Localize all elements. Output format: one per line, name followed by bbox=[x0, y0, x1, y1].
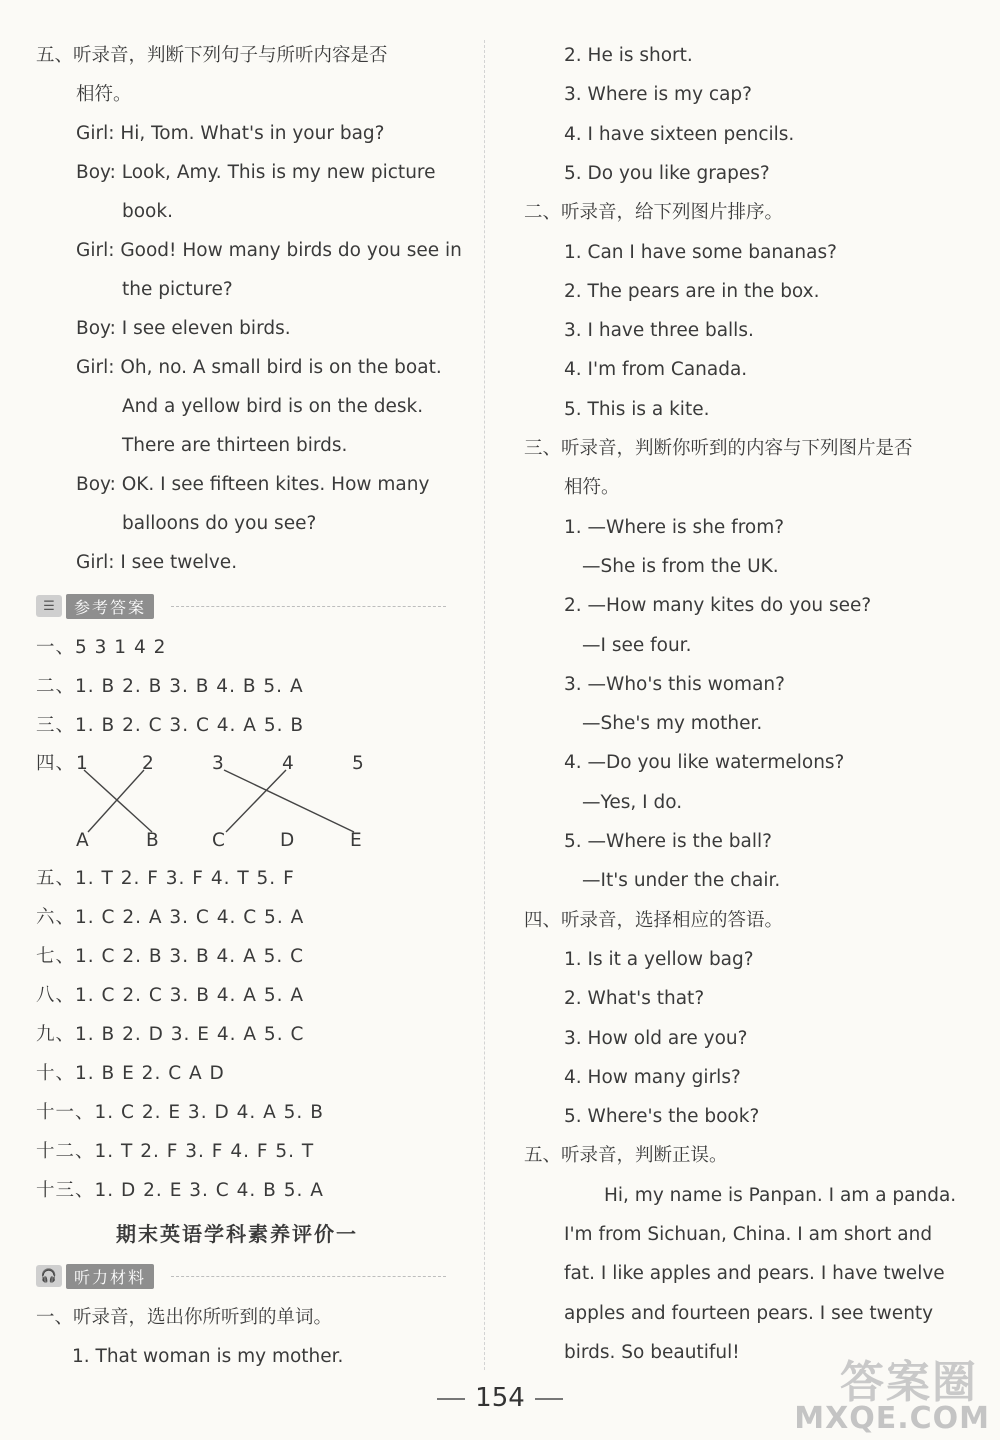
answer-line: 六、1. C 2. A 3. C 4. C 5. A bbox=[36, 907, 305, 928]
right-text-line: 2. —How many kites do you see? bbox=[564, 595, 872, 616]
match-line bbox=[226, 770, 286, 832]
section-1-title: 一、听录音，选出你所听到的单词。 bbox=[36, 1307, 333, 1328]
exam-title: 期末英语学科素养评价一 bbox=[116, 1222, 358, 1246]
right-text-line: 4. How many girls? bbox=[564, 1067, 741, 1088]
right-text-line: 2. He is short. bbox=[564, 45, 693, 66]
answer-line: 五、1. T 2. F 3. F 4. T 5. F bbox=[36, 868, 295, 889]
right-text-line: 2. What's that? bbox=[564, 988, 705, 1009]
right-text-line: —I see four. bbox=[582, 635, 692, 656]
answer-line: 七、1. C 2. B 3. B 4. A 5. C bbox=[36, 946, 305, 967]
match-bottom-d: D bbox=[280, 830, 296, 851]
right-text-line: —It's under the chair. bbox=[582, 870, 781, 891]
right-text-line: 1. Is it a yellow bag? bbox=[564, 949, 754, 970]
answer-line: 十、1. B E 2. C A D bbox=[36, 1063, 225, 1084]
dialogue-line: Girl: I see twelve. bbox=[76, 552, 238, 573]
right-text-line: —She is from the UK. bbox=[582, 556, 779, 577]
match-line bbox=[84, 770, 152, 832]
right-text-line: —Yes, I do. bbox=[582, 792, 683, 813]
answer-key-label: 参考答案 bbox=[66, 594, 154, 619]
match-top-1: 1 bbox=[76, 753, 89, 774]
section-5-title-cont: 相符。 bbox=[76, 84, 132, 105]
right-text-line: 5. Where's the book? bbox=[564, 1106, 760, 1127]
matching-label: 四、 bbox=[36, 753, 76, 774]
answer-line: 十三、1. D 2. E 3. C 4. B 5. A bbox=[36, 1180, 324, 1201]
match-bottom-b: B bbox=[146, 830, 160, 851]
match-top-5: 5 bbox=[352, 753, 365, 774]
dialogue-line: the picture? bbox=[122, 279, 233, 300]
match-bottom-e: E bbox=[350, 830, 363, 851]
right-text-line: 3. I have three balls. bbox=[564, 320, 754, 341]
answer-line: 八、1. C 2. C 3. B 4. A 5. A bbox=[36, 985, 305, 1006]
answer-line: 一、5 3 1 4 2 bbox=[36, 637, 167, 658]
answer-key-badge bbox=[36, 594, 154, 618]
dialogue-line: Girl: Oh, no. A small bird is on the boat. bbox=[76, 357, 442, 378]
right-text-line: 五、听录音，判断正误。 bbox=[524, 1145, 728, 1166]
listening-material-badge bbox=[36, 1264, 154, 1288]
page-number-text: 154 bbox=[475, 1383, 525, 1413]
headphones-icon: 🎧 bbox=[36, 1265, 62, 1287]
answer-line: 十二、1. T 2. F 3. F 4. F 5. T bbox=[36, 1141, 315, 1162]
column-divider bbox=[484, 40, 485, 1370]
right-text-line: 四、听录音，选择相应的答语。 bbox=[524, 910, 784, 931]
right-text-line: 1. —Where is she from? bbox=[564, 517, 785, 538]
dialogue-line: balloons do you see? bbox=[122, 513, 317, 534]
right-text-line: —She's my mother. bbox=[582, 713, 763, 734]
right-text-line: fat. I like apples and pears. I have twelve bbox=[564, 1263, 945, 1284]
watermark-logo bbox=[794, 1346, 990, 1436]
right-text-line: apples and fourteen pears. I see twenty bbox=[564, 1303, 934, 1324]
match-line bbox=[224, 770, 354, 832]
list-icon: ☰ bbox=[36, 595, 62, 617]
right-text-line: 3. How old are you? bbox=[564, 1028, 748, 1049]
badge-rule bbox=[171, 1276, 446, 1277]
match-line bbox=[88, 770, 144, 832]
dialogue-line: Boy: OK. I see fifteen kites. How many bbox=[76, 474, 430, 495]
dialogue-line: There are thirteen birds. bbox=[122, 435, 348, 456]
right-text-line: 5. —Where is the ball? bbox=[564, 831, 772, 852]
dialogue-line: Boy: I see eleven birds. bbox=[76, 318, 291, 339]
badge-rule bbox=[171, 606, 446, 607]
right-text-line: 3. Where is my cap? bbox=[564, 84, 752, 105]
dialogue-line: Girl: Hi, Tom. What's in your bag? bbox=[76, 123, 385, 144]
answer-line: 十一、1. C 2. E 3. D 4. A 5. B bbox=[36, 1102, 324, 1123]
section-1-item: 1. That woman is my mother. bbox=[72, 1346, 344, 1367]
right-text-line: 5. This is a kite. bbox=[564, 399, 710, 420]
dialogue-line: Girl: Good! How many birds do you see in bbox=[76, 240, 462, 261]
answer-line: 二、1. B 2. B 3. B 4. B 5. A bbox=[36, 676, 304, 697]
watermark-line1: 答案圈 bbox=[840, 1357, 978, 1408]
listening-material-label: 听力材料 bbox=[66, 1264, 154, 1289]
match-top-2: 2 bbox=[142, 753, 155, 774]
match-top-3: 3 bbox=[212, 753, 225, 774]
section-5-title: 五、听录音，判断下列句子与所听内容是否 bbox=[36, 45, 388, 66]
right-text-line: 4. —Do you like watermelons? bbox=[564, 752, 845, 773]
right-text-line: 2. The pears are in the box. bbox=[564, 281, 820, 302]
watermark-line2: MXQE.COM bbox=[794, 1401, 990, 1436]
match-top-4: 4 bbox=[282, 753, 295, 774]
right-text-line: 1. Can I have some bananas? bbox=[564, 242, 837, 263]
answer-line: 九、1. B 2. D 3. E 4. A 5. C bbox=[36, 1024, 305, 1045]
right-text-line: 4. I have sixteen pencils. bbox=[564, 124, 795, 145]
right-text-line: birds. So beautiful! bbox=[564, 1342, 740, 1363]
dialogue-line: book. bbox=[122, 201, 173, 222]
right-text-line: 3. —Who's this woman? bbox=[564, 674, 785, 695]
dialogue-line: Boy: Look, Amy. This is my new picture bbox=[76, 162, 436, 183]
match-bottom-c: C bbox=[212, 830, 226, 851]
answer-line: 三、1. B 2. C 3. C 4. A 5. B bbox=[36, 715, 305, 736]
right-text-line: 5. Do you like grapes? bbox=[564, 163, 770, 184]
right-text-line: 相符。 bbox=[564, 477, 620, 498]
right-text-line: 4. I'm from Canada. bbox=[564, 359, 748, 380]
right-text-line: I'm from Sichuan, China. I am short and bbox=[564, 1224, 933, 1245]
right-text-line: 三、听录音，判断你听到的内容与下列图片是否 bbox=[524, 438, 913, 459]
right-text-line: Hi, my name is Panpan. I am a panda. bbox=[604, 1185, 957, 1206]
match-bottom-a: A bbox=[76, 830, 90, 851]
right-text-line: 二、听录音，给下列图片排序。 bbox=[524, 202, 784, 223]
dialogue-line: And a yellow bird is on the desk. bbox=[122, 396, 424, 417]
